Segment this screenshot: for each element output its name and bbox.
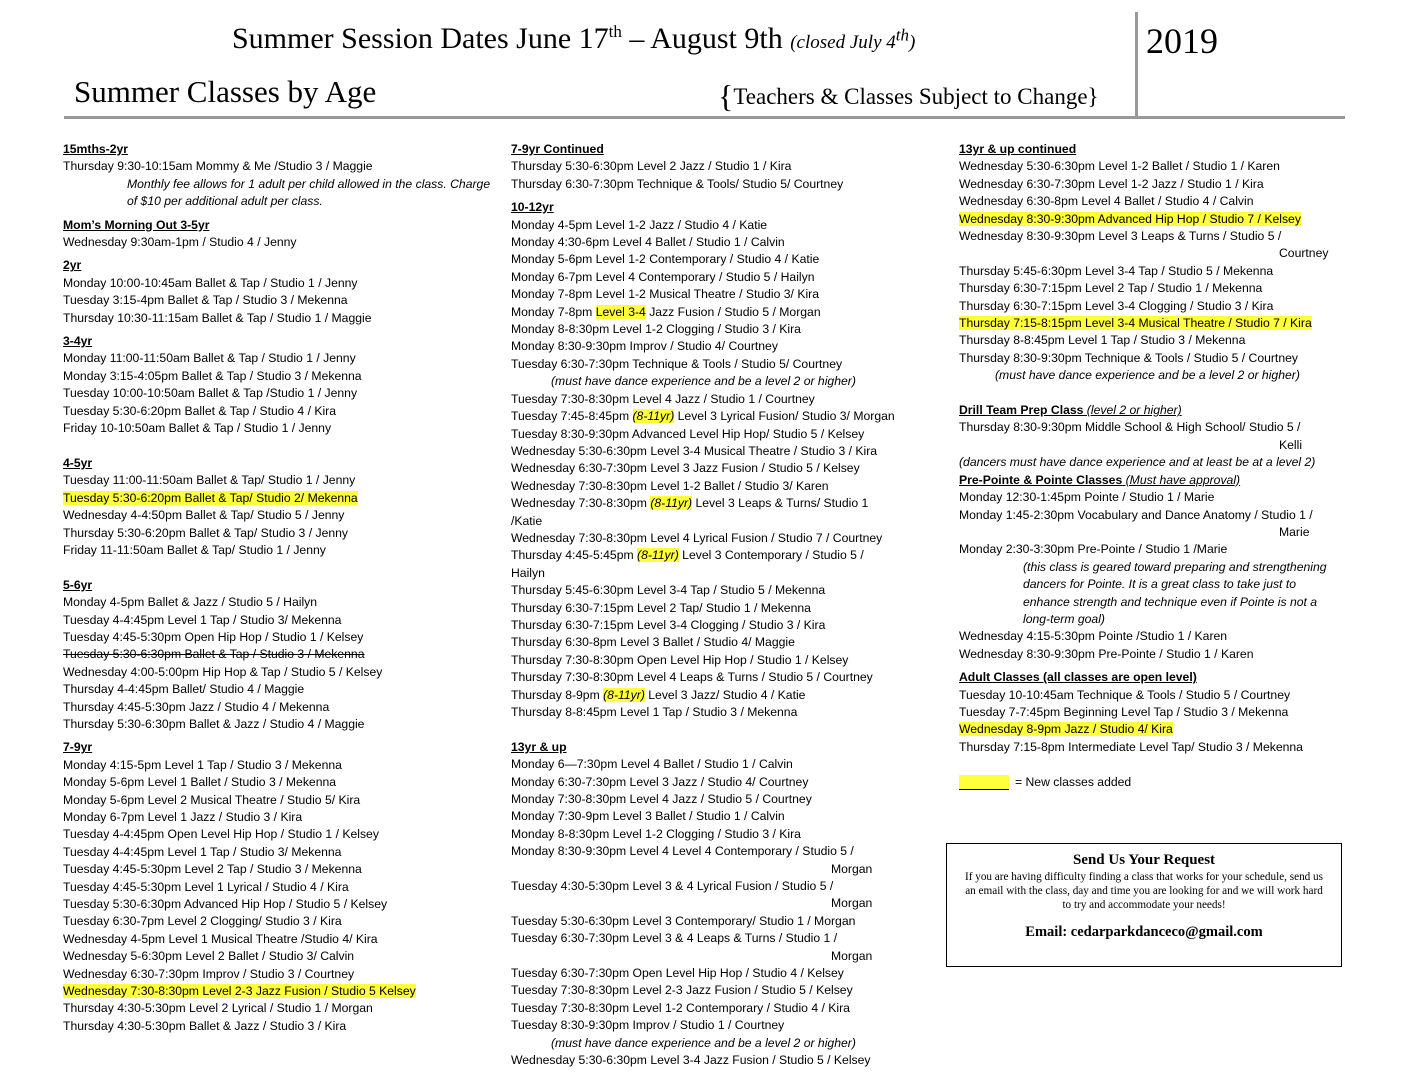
class-line: Tuesday 7:30-8:30pm Level 1-2 Contemporary / Studio 4 / Kira xyxy=(511,1000,850,1015)
class-line: Monday 8-8:30pm Level 1-2 Clogging / Studio 3 / Kira xyxy=(511,322,801,337)
section-heading-adult: Adult Classes (all classes are open level) xyxy=(959,670,1197,685)
class-line: Monday 4:15-5pm Level 1 Tap / Studio 3 / Mekenna xyxy=(63,757,342,772)
class-line: Monday 12:30-1:45pm Pointe / Studio 1 / Marie xyxy=(959,490,1215,505)
section-heading-7-9yr-continued: 7-9yr Continued xyxy=(511,142,604,156)
class-line: Monday 6-7pm Level 1 Jazz / Studio 3 / Kira xyxy=(63,810,303,824)
class-line: Monday 7-8pm Level 3-4 Jazz Fusion / Studio 5 / Morgan xyxy=(511,304,821,319)
class-line: Monday 5-6pm Level 1-2 Contemporary / Studio 4 / Katie xyxy=(511,252,820,267)
class-line: Wednesday 8:30-9:30pm Level 3 Leaps & Turns / Studio 5 / xyxy=(959,229,1282,244)
age-range-highlight: (8-11yr) xyxy=(603,687,645,702)
class-line: Thursday 6:30-7:30pm Technique & Tools/ Studio 5/ Courtney xyxy=(511,176,844,191)
class-line: Wednesday 5:30-6:30pm Level 3-4 Jazz Fusion / Studio 5 / Kelsey xyxy=(511,1053,871,1068)
class-line: Monday 10:00-10:45am Ballet & Tap / Studio 1 / Jenny xyxy=(63,275,358,290)
class-line: Thursday 7:30-8:30pm Open Level Hip Hop / Studio 1 / Kelsey xyxy=(511,652,849,667)
class-line: Monday 2:30-3:30pm Pre-Pointe / Studio 1 /Marie xyxy=(959,542,1228,557)
class-line: Wednesday 4-4:50pm Ballet & Tap/ Studio 5 / Jenny xyxy=(63,508,345,523)
section-heading-7-9yr: 7-9yr xyxy=(63,740,93,755)
section-heading-drill-team: Drill Team Prep Class (level 2 or higher) xyxy=(959,403,1182,418)
request-title: Send Us Your Request xyxy=(1072,852,1216,868)
class-line: Tuesday 5:30-6:30pm Level 3 Contemporary/ Studio 1 / Morgan xyxy=(511,913,856,928)
class-line: Monday 7:30-8:30pm Level 4 Jazz / Studio 5 / Courtney xyxy=(511,792,812,807)
class-line: Monday 8:30-9:30pm Level 4 Level 4 Contemporary / Studio 5 / xyxy=(511,844,854,859)
section-heading-13yr-up: 13yr & up xyxy=(511,739,567,754)
class-line: Wednesday 7:30-8:30pm (8-11yr) Level 3 Leaps & Turns/ Studio 1 /Katie xyxy=(511,496,869,528)
class-line: Tuesday 4-4:45pm Level 1 Tap / Studio 3/ Mekenna xyxy=(63,844,342,859)
class-line: Thursday 4:45-5:30pm Jazz / Studio 4 / Mekenna xyxy=(63,699,330,714)
header-divider xyxy=(64,116,1345,119)
class-line-continued: Kelli xyxy=(1279,437,1303,452)
request-email[interactable]: Email: cedarparkdanceco@gmail.com xyxy=(1025,924,1263,940)
class-line: Thursday 6:30-7:15pm Level 3-4 Clogging / Studio 3 / Kira xyxy=(511,617,826,632)
class-line: Tuesday 3:15-4pm Ballet & Tap / Studio 3 / Mekenna xyxy=(63,293,348,308)
class-line: Thursday 5:30-6:30pm Level 2 Jazz / Studio 1 / Kira xyxy=(511,159,792,174)
class-line: Tuesday 11:00-11:50am Ballet & Tap/ Studio 1 / Jenny xyxy=(63,473,356,488)
class-line: Friday 10-10:50am Ballet & Tap / Studio 1 / Jenny xyxy=(63,421,332,436)
class-line: Thursday 5:30-6:30pm Ballet & Jazz / Studio 4 / Maggie xyxy=(63,716,365,731)
class-line: Tuesday 7-7:45pm Beginning Level Tap / Studio 3 / Mekenna xyxy=(959,704,1289,719)
class-line: Monday 4:30-6pm Level 4 Ballet / Studio 1 / Calvin xyxy=(511,235,785,250)
class-line: Wednesday 4:00-5:00pm Hip Hop & Tap / Studio 5 / Kelsey xyxy=(63,664,383,679)
class-line: Tuesday 4:45-5:30pm Open Hip Hop / Studio 1 / Kelsey xyxy=(63,629,364,644)
class-line: Monday 3:15-4:05pm Ballet & Tap / Studio 3 / Mekenna xyxy=(63,368,362,383)
class-note: (must have dance experience and be a level 2 or higher) xyxy=(551,374,856,389)
class-note: Monthly fee allows for 1 adult per child allowed in the class. Charge of $10 per additional adult per class. xyxy=(127,176,491,209)
class-line: Thursday 8-8:45pm Level 1 Tap / Studio 3 / Mekenna xyxy=(511,705,798,719)
section-heading-5-6yr: 5-6yr xyxy=(63,577,93,592)
class-line: Tuesday 4:45-5:30pm Level 2 Tap / Studio 3 / Mekenna xyxy=(63,862,362,877)
class-line: Monday 4-5pm Level 1-2 Jazz / Studio 4 / Katie xyxy=(511,217,768,232)
class-line: Thursday 8-9pm (8-11yr) Level 3 Jazz/ Studio 4 / Katie xyxy=(511,687,806,702)
class-note: (this class is geared toward preparing and strengthening dancers for Pointe. It is a great class to take just to enhance strength and technique even if Pointe is not a long-term goal) xyxy=(1023,559,1327,626)
legend-label: = New classes added xyxy=(1015,774,1132,789)
class-line: Thursday 8:30-9:30pm Technique & Tools / Studio 5 / Courtney xyxy=(959,350,1298,365)
class-line-continued: Morgan xyxy=(831,948,873,963)
class-line: Wednesday 4:15-5:30pm Pointe /Studio 1 / Karen xyxy=(959,629,1228,644)
request-body: If you are having difficulty finding a class that works for your schedule, send us an email with the class, day and time you are looking for and we will work hard to try and accommodate your needs! xyxy=(964,871,1324,911)
class-line: Tuesday 10:00-10:50am Ballet & Tap /Studio 1 / Jenny xyxy=(63,386,358,401)
session-dates-title: Summer Session Dates June 17th – August 9th (closed July 4th) xyxy=(232,22,916,55)
class-line: Wednesday 8:30-9:30pm Pre-Pointe / Studio 1 / Karen xyxy=(959,646,1254,661)
class-line-cancelled: Tuesday 5:30-6:30pm Ballet & Tap / Studio 3 / Mekenna xyxy=(63,647,365,662)
class-line: Tuesday 6:30-7pm Level 2 Clogging/ Studio 3 / Kira xyxy=(63,914,342,929)
page-title: Summer Classes by Age xyxy=(74,74,377,109)
legend xyxy=(959,774,1344,791)
class-line: Thursday 4:30-5:30pm Ballet & Jazz / Studio 3 / Kira xyxy=(63,1018,347,1033)
class-line-continued: Morgan xyxy=(831,896,873,911)
class-line: Thursday 6:30-7:15pm Level 2 Tap/ Studio 1 / Mekenna xyxy=(511,600,811,615)
class-line: Thursday 6:30-8pm Level 3 Ballet / Studio 4/ Maggie xyxy=(511,635,795,650)
section-heading-13yr-up-continued: 13yr & up continued xyxy=(959,142,1077,156)
class-note: (dancers must have dance experience and at least be at a level 2) xyxy=(959,455,1316,470)
section-heading-pointe: Pre-Pointe & Pointe Classes (Must have approval) xyxy=(959,472,1241,487)
class-line: Monday 8:30-9:30pm Improv / Studio 4/ Courtney xyxy=(511,339,778,354)
class-line: Wednesday 4-5pm Level 1 Musical Theatre /Studio 4/ Kira xyxy=(63,931,378,946)
age-range-highlight: (8-11yr) xyxy=(632,409,675,424)
class-line: Monday 6:30-7:30pm Level 3 Jazz / Studio 4/ Courtney xyxy=(511,774,809,789)
class-line: Tuesday 5:30-6:20pm Ballet & Tap / Studio 4 / Kira xyxy=(63,403,337,418)
class-line: Tuesday 7:30-8:30pm Level 2-3 Jazz Fusion / Studio 5 / Kelsey xyxy=(511,983,853,998)
class-line: Thursday 7:30-8:30pm Level 4 Leaps & Turns / Studio 5 / Courtney xyxy=(511,670,873,685)
class-line: Wednesday 6:30-8pm Level 4 Ballet / Studio 4 / Calvin xyxy=(959,194,1254,209)
class-line: Friday 11-11:50am Ballet & Tap/ Studio 1 / Jenny xyxy=(63,542,326,557)
column-left xyxy=(63,141,503,1035)
class-line: Tuesday 7:45-8:45pm (8-11yr) Level 3 Lyrical Fusion/ Studio 3/ Morgan xyxy=(511,409,895,424)
class-note: (must have dance experience and be a level 2 or higher) xyxy=(995,368,1300,383)
column-middle xyxy=(511,141,946,1070)
class-line: Tuesday 6:30-7:30pm Technique & Tools / Studio 5/ Courtney xyxy=(511,356,843,371)
class-line: Wednesday 6:30-7:30pm Level 3 Jazz Fusion / Studio 5 / Kelsey xyxy=(511,461,860,476)
section-heading-3-4yr: 3-4yr xyxy=(63,334,93,349)
new-level-highlight: Level 3-4 xyxy=(595,304,646,319)
class-line-new: Tuesday 5:30-6:20pm Ballet & Tap/ Studio 2/ Mekenna xyxy=(63,490,358,505)
class-line: Tuesday 10-10:45am Technique & Tools / Studio 5 / Courtney xyxy=(959,687,1291,702)
class-line: Monday 7-8pm Level 1-2 Musical Theatre / Studio 3/ Kira xyxy=(511,287,820,302)
class-line: Monday 7:30-9pm Level 3 Ballet / Studio 1 / Calvin xyxy=(511,809,785,824)
class-line: Tuesday 8:30-9:30pm Advanced Level Hip Hop/ Studio 5 / Kelsey xyxy=(511,426,865,441)
class-line: Wednesday 6:30-7:30pm Improv / Studio 3 / Courtney xyxy=(63,966,355,981)
column-right xyxy=(959,141,1344,791)
class-line: Tuesday 4:30-5:30pm Level 3 & 4 Lyrical Fusion / Studio 5 / xyxy=(511,879,834,894)
class-note: (must have dance experience and be a level 2 or higher) xyxy=(551,1035,856,1050)
class-line: Wednesday 6:30-7:30pm Level 1-2 Jazz / Studio 1 / Kira xyxy=(959,176,1264,191)
class-line-continued: Marie xyxy=(1279,524,1310,539)
class-line: Thursday 6:30-7:15pm Level 3-4 Clogging / Studio 3 / Kira xyxy=(959,298,1274,313)
class-line: Monday 8-8:30pm Level 1-2 Clogging / Studio 3 / Kira xyxy=(511,826,801,841)
class-line: Tuesday 4:45-5:30pm Level 1 Lyrical / Studio 4 / Kira xyxy=(63,879,349,894)
class-line: Tuesday 6:30-7:30pm Open Level Hip Hop / Studio 4 / Kelsey xyxy=(511,966,844,981)
class-line-continued: Courtney xyxy=(1279,246,1329,261)
section-heading-2yr: 2yr xyxy=(63,258,82,273)
class-line-new: Wednesday 8:30-9:30pm Advanced Hip Hop / Studio 7 / Kelsey xyxy=(959,211,1301,226)
class-line: Tuesday 4-4:45pm Open Level Hip Hop / Studio 1 / Kelsey xyxy=(63,827,379,842)
class-line: Thursday 7:15-8pm Intermediate Level Tap/ Studio 3 / Mekenna xyxy=(959,739,1303,754)
section-heading-15mths-2yr: 15mths-2yr xyxy=(63,142,129,156)
class-line: Thursday 6:30-7:15pm Level 2 Tap / Studio 1 / Mekenna xyxy=(959,281,1263,296)
class-line: Monday 1:45-2:30pm Vocabulary and Dance Anatomy / Studio 1 / xyxy=(959,507,1313,522)
class-line: Thursday 10:30-11:15am Ballet & Tap / Studio 1 / Maggie xyxy=(63,310,372,325)
class-line: Thursday 5:45-6:30pm Level 3-4 Tap / Studio 5 / Mekenna xyxy=(511,583,826,598)
class-line: Monday 4-5pm Ballet & Jazz / Studio 5 / Hailyn xyxy=(63,595,318,610)
subject-to-change-note: {Teachers & Classes Subject to Change} xyxy=(718,78,1099,114)
section-heading-4-5yr: 4-5yr xyxy=(63,455,93,470)
class-line: Wednesday 5-6:30pm Level 2 Ballet / Studio 3/ Calvin xyxy=(63,949,355,964)
section-heading-moms-morning-out: Mom’s Morning Out 3-5yr xyxy=(63,217,210,232)
class-line: Tuesday 5:30-6:30pm Advanced Hip Hop / Studio 5 / Kelsey xyxy=(63,897,388,912)
class-line: Monday 6—7:30pm Level 4 Ballet / Studio 1 / Calvin xyxy=(511,757,793,772)
class-line: Tuesday 6:30-7:30pm Level 3 & 4 Leaps & Turns / Studio 1 / xyxy=(511,931,838,946)
section-heading-10-12yr: 10-12yr xyxy=(511,200,554,215)
class-line: Monday 6-7pm Level 4 Contemporary / Studio 5 / Hailyn xyxy=(511,269,815,284)
class-line: Thursday 9:30-10:15am Mommy & Me /Studio 3 / Maggie xyxy=(63,159,373,174)
class-line-new: Wednesday 8-9pm Jazz / Studio 4/ Kira xyxy=(959,722,1173,737)
class-line-new: Wednesday 7:30-8:30pm Level 2-3 Jazz Fusion / Studio 5 Kelsey xyxy=(63,984,416,999)
header-vertical-divider xyxy=(1135,12,1138,118)
class-line: Thursday 4:45-5:45pm (8-11yr) Level 3 Contemporary / Studio 5 / Hailyn xyxy=(511,548,864,580)
class-line: Thursday 4:30-5:30pm Level 2 Lyrical / Studio 1 / Morgan xyxy=(63,1001,373,1016)
class-line: Thursday 8-8:45pm Level 1 Tap / Studio 3 / Mekenna xyxy=(959,333,1246,348)
class-line: Monday 5-6pm Level 2 Musical Theatre / Studio 5/ Kira xyxy=(63,792,361,807)
year-label: 2019 xyxy=(1146,21,1218,61)
class-line: Tuesday 7:30-8:30pm Level 4 Jazz / Studio 1 / Courtney xyxy=(511,391,815,406)
class-line: Thursday 5:30-6:20pm Ballet & Tap/ Studio 3 / Jenny xyxy=(63,525,348,540)
highlight-swatch xyxy=(959,775,1009,790)
class-line: Thursday 4-4:45pm Ballet/ Studio 4 / Maggie xyxy=(63,682,305,697)
class-line: Thursday 8:30-9:30pm Middle School & High School/ Studio 5 / xyxy=(959,420,1301,435)
class-line: Wednesday 9:30am-1pm / Studio 4 / Jenny xyxy=(63,235,297,250)
request-box xyxy=(946,843,1342,967)
age-range-highlight: (8-11yr) xyxy=(650,496,693,511)
class-line-continued: Morgan xyxy=(831,861,873,876)
class-line: Tuesday 8:30-9:30pm Improv / Studio 1 / Courtney xyxy=(511,1018,785,1033)
class-line: Monday 11:00-11:50am Ballet & Tap / Studio 1 / Jenny xyxy=(63,351,356,366)
class-line: Monday 5-6pm Level 1 Ballet / Studio 3 / Mekenna xyxy=(63,775,337,790)
class-line: Thursday 5:45-6:30pm Level 3-4 Tap / Studio 5 / Mekenna xyxy=(959,263,1274,278)
class-line: Tuesday 4-4:45pm Level 1 Tap / Studio 3/ Mekenna xyxy=(63,612,342,627)
class-line: Wednesday 7:30-8:30pm Level 4 Lyrical Fusion / Studio 7 / Courtney xyxy=(511,530,883,545)
age-range-highlight: (8-11yr) xyxy=(637,548,679,563)
class-line: Wednesday 5:30-6:30pm Level 3-4 Musical Theatre / Studio 3 / Kira xyxy=(511,443,878,458)
class-line: Wednesday 5:30-6:30pm Level 1-2 Ballet / Studio 1 / Karen xyxy=(959,159,1280,174)
class-line-new: Thursday 7:15-8:15pm Level 3-4 Musical Theatre / Studio 7 / Kira xyxy=(959,316,1312,331)
class-line: Wednesday 7:30-8:30pm Level 1-2 Ballet / Studio 3/ Karen xyxy=(511,478,829,493)
